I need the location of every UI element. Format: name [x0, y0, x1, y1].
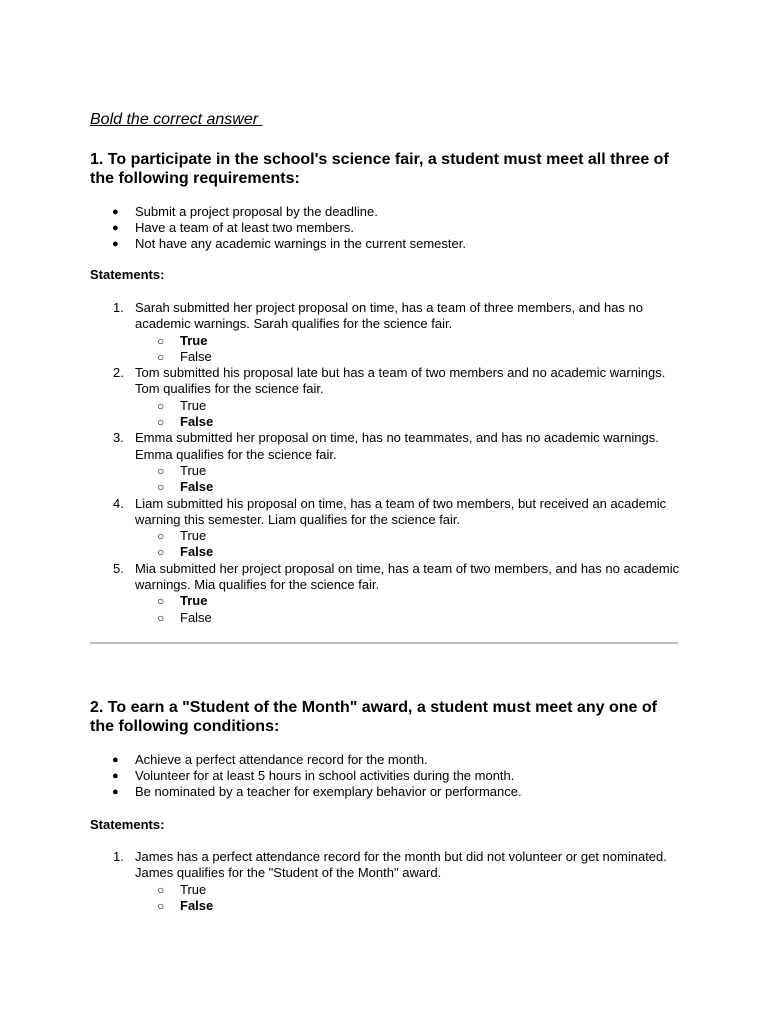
circle-bullet-icon: ○ [157, 594, 165, 609]
option-true[interactable]: ○ True [157, 593, 208, 609]
option-true[interactable]: ○ True [157, 462, 207, 478]
bullet-icon: ● [112, 222, 119, 234]
statement-item: 1. Sarah submitted her project proposal on time, has a team of three members, and has no academic warnings. Sarah qualifies for the science fair. ○ True ○ False [90, 300, 680, 365]
answer-options [135, 463, 680, 496]
circle-bullet-icon: ○ [157, 415, 165, 430]
answer-options [135, 333, 680, 366]
statements-list-1 [90, 300, 680, 626]
list-item: ● Submit a project proposal by the deadline. [112, 204, 378, 219]
question-2: 2. To earn a "Student of the Month" award, a student must meet any one of the following conditions: [90, 699, 657, 735]
statement-item: 4. Liam submitted his proposal on time, has a team of two members, but received an academic warning this semester. Liam qualifies for the science fair. ○ True ○ False [90, 496, 680, 561]
circle-bullet-icon: ○ [157, 480, 165, 495]
circle-bullet-icon: ○ [157, 610, 165, 625]
answer-options [135, 528, 680, 561]
question-1: 1. To participate in the school's science fair, a student must meet all three of the following requirements: [90, 151, 669, 187]
option-false[interactable]: ○ False [157, 897, 214, 913]
circle-bullet-icon: ○ [157, 349, 165, 364]
answer-options [135, 398, 680, 431]
statement-item: 5. Mia submitted her project proposal on time, has a team of two members, and has no academic warnings. Mia qualifies for the science fair. ○ True ○ False [113, 560, 680, 625]
list-item: ● Be nominated by a teacher for exemplary behavior or performance. [112, 784, 522, 799]
instruction-text: Bold the correct answer [90, 111, 263, 128]
bullet-icon: ● [112, 786, 119, 798]
list-item: ● Achieve a perfect attendance record for the month. [112, 752, 428, 767]
statement-text: Mia submitted her project proposal on time, has a team of two members, and has no academic warnings. Mia qualifies for the science fair. [135, 560, 680, 593]
option-true[interactable]: ○ True [157, 332, 208, 348]
option-true[interactable]: ○ True [157, 397, 207, 413]
answer-options [135, 593, 680, 626]
statements-label-2: Statements: [90, 817, 165, 832]
statement-item: 1. James has a perfect attendance record for the month but did not volunteer or get nominated. James qualifies for the "Student of the Month" award. ○ True ○ False [90, 849, 680, 914]
circle-bullet-icon: ○ [157, 333, 165, 348]
bullet-icon: ● [112, 770, 119, 782]
statement-item: 3. Emma submitted her proposal on time, has no teammates, and has no academic warnings. Emma qualifies for the science fair. ○ True ○ False [90, 430, 680, 495]
circle-bullet-icon: ○ [157, 529, 165, 544]
list-item: ● Volunteer for at least 5 hours in school activities during the month. [112, 768, 515, 783]
bullet-icon: ● [112, 238, 119, 250]
option-false[interactable]: ○ False [157, 348, 212, 364]
option-false[interactable]: ○ False [157, 544, 214, 560]
statement-text: Tom submitted his proposal late but has a team of two members and no academic warnings. Tom qualifies for the science fair. [135, 365, 666, 397]
circle-bullet-icon: ○ [157, 882, 165, 897]
list-item: ● Not have any academic warnings in the current semester. [112, 236, 466, 251]
statement-text: Sarah submitted her project proposal on time, has a team of three members, and has no academic warnings. Sarah qualifies for the science fair. [135, 300, 643, 332]
option-false[interactable]: ○ False [157, 609, 212, 625]
bullet-icon: ● [112, 754, 119, 766]
circle-bullet-icon: ○ [157, 545, 165, 560]
requirements-list-2 [90, 752, 522, 800]
statement-item: 2. Tom submitted his proposal late but has a team of two members and no academic warnings. Tom qualifies for the science fair. ○ True ○ False [90, 365, 680, 430]
circle-bullet-icon: ○ [157, 463, 165, 478]
statement-text: Liam submitted his proposal on time, has a team of two members, but received an academic warning this semester. Liam qualifies for the science fair. [135, 495, 667, 527]
option-false[interactable]: ○ False [157, 414, 214, 430]
bullet-icon: ● [112, 206, 119, 218]
section-divider [90, 642, 678, 644]
statement-text: James has a perfect attendance record for the month but did not volunteer or get nominated. James qualifies for the "Student of the Month" award. [135, 849, 667, 881]
statement-text: Emma submitted her proposal on time, has no teammates, and has no academic warnings. Emma qualifies for the science fair. [135, 430, 659, 462]
statements-label-1: Statements: [90, 267, 165, 282]
option-true[interactable]: ○ True [157, 528, 207, 544]
option-false[interactable]: ○ False [157, 479, 214, 495]
statements-list-2 [90, 849, 680, 914]
circle-bullet-icon: ○ [157, 398, 165, 413]
option-true[interactable]: ○ True [157, 881, 207, 897]
circle-bullet-icon: ○ [157, 898, 165, 913]
answer-options [135, 882, 680, 915]
list-item: ● Have a team of at least two members. [112, 220, 354, 235]
requirements-list-1 [90, 204, 466, 252]
